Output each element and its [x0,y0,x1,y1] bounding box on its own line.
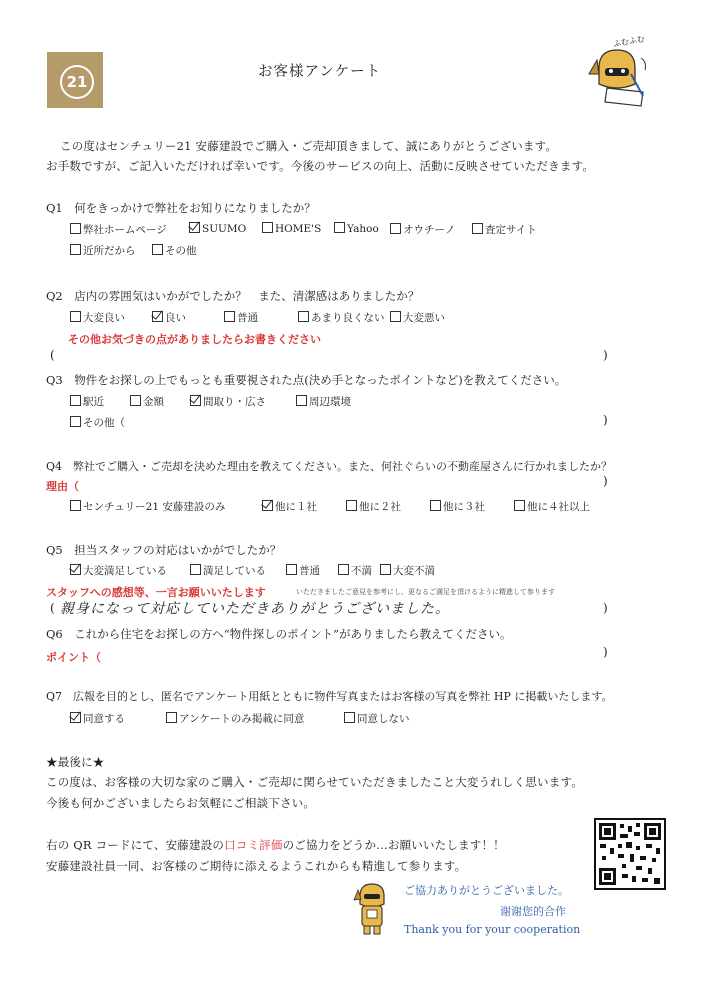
checkbox-icon[interactable] [334,222,345,233]
logo-text: 21 [60,65,94,99]
q5-option-satisfied[interactable]: 満足している [190,563,266,578]
close-paren: ) [603,474,608,488]
q3-option-station[interactable]: 駅近 [70,394,104,409]
century21-logo [47,52,103,108]
q3-option-other[interactable]: その他（ [70,415,125,430]
open-paren: ( [50,601,55,615]
intro-line-1: この度はセンチュリー21 安藤建設でご購入・ご売却頂きまして、誠にありがとうございます。 [60,139,558,153]
q1-option-suumo[interactable]: SUUMO [189,222,246,235]
checkbox-icon[interactable] [152,244,163,255]
q1-option-nearby[interactable]: 近所だから [70,243,136,258]
intro-line-2: お手数ですが、ご記入いただければ幸いです。今後のサービスの向上、活動に反映させていただきます。 [46,159,595,173]
closing-heading: ★最後に★ [46,755,105,769]
q1-option-assessment-site[interactable]: 査定サイト [472,222,537,237]
q4-option-four-plus[interactable]: 他に４社以上 [514,499,590,514]
checkbox-icon[interactable] [472,223,483,234]
mascot-caption: ふむふむ [612,34,646,49]
q2-comment-prompt: その他お気づきの点がありましたらお書きください [68,333,321,346]
checkbox-icon[interactable] [380,564,391,575]
thanks-japanese: ご協力ありがとうございました。 [404,884,569,897]
q4-option-only-century21[interactable]: センチュリー21 安藤建設のみ [70,499,225,514]
q7-option-agree[interactable]: 同意する [70,711,125,726]
thanks-english: Thank you for your cooperation [404,923,581,936]
q1-option-other[interactable]: その他 [152,243,197,258]
open-paren: ( [50,348,55,362]
checked-checkbox-icon[interactable] [70,712,81,723]
checkbox-icon[interactable] [390,311,401,322]
review-highlight: 口コミ評価 [224,838,283,852]
q2-option-good[interactable]: 良い [152,310,186,325]
checkbox-icon[interactable] [298,311,309,322]
checkbox-icon[interactable] [338,564,349,575]
q7-question: Q7 広報を目的とし、匿名でアンケート用紙とともに物件写真またはお客様の写真を弊社 HP に掲載いたします。 [46,690,613,703]
checkbox-icon[interactable] [296,395,307,406]
checked-checkbox-icon[interactable] [152,311,163,322]
checkbox-icon[interactable] [130,395,141,406]
q2-question: Q2 店内の雰囲気はいかがでしたか？ また、清潔感はありましたか？ [46,289,420,303]
closing-line-1: この度は、お客様の大切な家のご購入・ご売却に関らせていただきましたこと大変うれしく思います。 [46,775,583,789]
checkbox-icon[interactable] [70,223,81,234]
q1-question: Q1 何をきっかけで弊社をお知りになりましたか？ [46,201,316,215]
checkbox-icon[interactable] [70,395,81,406]
checkbox-icon[interactable] [286,564,297,575]
q1-option-yahoo[interactable]: Yahoo [334,222,379,235]
checkbox-icon[interactable] [390,223,401,234]
q6-question: Q6 これから住宅をお探しの方へ“物件探しのポイント”がありましたら教えてください。 [46,627,512,641]
q4-question: Q4 弊社でご購入・ご売却を決めた理由を教えてください。また、何社ぐらいの不動産屋さんに行かれましたか？ [46,460,613,473]
close-paren: ) [603,348,608,362]
checkbox-icon[interactable] [190,564,201,575]
q4-option-one-other[interactable]: 他に１社 [262,499,317,514]
checkbox-icon[interactable] [70,244,81,255]
q2-option-very-bad[interactable]: 大変悪い [390,310,445,325]
checked-checkbox-icon[interactable] [190,395,201,406]
q5-handwritten-answer: 親身になって対応していただきありがとうございました。 [60,601,450,617]
checkbox-icon[interactable] [514,500,525,511]
q3-option-surroundings[interactable]: 周辺環境 [296,394,351,409]
checkbox-icon[interactable] [346,500,357,511]
q4-option-three-others[interactable]: 他に３社 [430,499,485,514]
mascot-bowing-illustration [352,880,392,936]
checked-checkbox-icon[interactable] [189,222,200,233]
q3-option-layout[interactable]: 間取り・広さ [190,394,266,409]
q4-option-two-others[interactable]: 他に２社 [346,499,401,514]
checkbox-icon[interactable] [430,500,441,511]
q2-option-not-good[interactable]: あまり良くない [298,310,385,325]
final-line: 安藤建設社員一同、お客様のご期待に添えるようこれからも精進して参ります。 [46,859,467,873]
q5-question: Q5 担当スタッフの対応はいかがでしたか？ [46,543,282,557]
checkbox-icon[interactable] [224,311,235,322]
qr-request-line: 右の QR コードにて、安藤建設の口コミ評価のご協力をどうか…お願いいたします！！ [46,838,505,852]
checkbox-icon[interactable] [262,222,273,233]
q1-option-ouchino[interactable]: オウチーノ [390,222,455,237]
q2-option-very-good[interactable]: 大変良い [70,310,125,325]
close-paren: ) [603,601,608,615]
q5-option-very-satisfied[interactable]: 大変満足している [70,563,167,578]
q5-option-dissatisfied[interactable]: 不満 [338,563,372,578]
q7-option-survey-only[interactable]: アンケートのみ掲載に同意 [166,711,304,726]
close-paren: ) [603,645,608,659]
q1-option-homepage[interactable]: 弊社ホームページ [70,222,167,237]
q5-option-very-dissatisfied[interactable]: 大変不満 [380,563,435,578]
checked-checkbox-icon[interactable] [70,564,81,575]
qr-code[interactable] [594,818,666,890]
checkbox-icon[interactable] [70,500,81,511]
closing-line-2: 今後も何かございましたらお気軽にご相談下さい。 [46,796,316,810]
checkbox-icon[interactable] [70,416,81,427]
checkbox-icon[interactable] [344,712,355,723]
q3-question: Q3 物件をお探しの上でもっとも重要視された点(決め手となったポイントなど)を教えてください。 [46,373,567,387]
q2-option-normal[interactable]: 普通 [224,310,258,325]
q5-comment-note: いただきましたご意見を参考にし、更なるご満足を頂けるように精進して参ります [296,588,555,596]
q1-option-homes[interactable]: HOME'S [262,222,321,235]
q5-option-normal[interactable]: 普通 [286,563,320,578]
checkbox-icon[interactable] [70,311,81,322]
thanks-chinese: 谢谢您的合作 [500,905,566,918]
q5-comment-prompt: スタッフへの感想等、一言お願いいたします [46,586,266,599]
checkbox-icon[interactable] [166,712,177,723]
q3-option-price[interactable]: 金額 [130,394,164,409]
page-title: お客様アンケート [258,64,382,80]
q4-reason-label: 理由（ [46,480,79,493]
checked-checkbox-icon[interactable] [262,500,273,511]
q7-option-disagree[interactable]: 同意しない [344,711,410,726]
mascot-reading-illustration [585,40,660,110]
q6-point-label: ポイント（ [46,651,101,664]
close-paren: ) [603,413,608,427]
